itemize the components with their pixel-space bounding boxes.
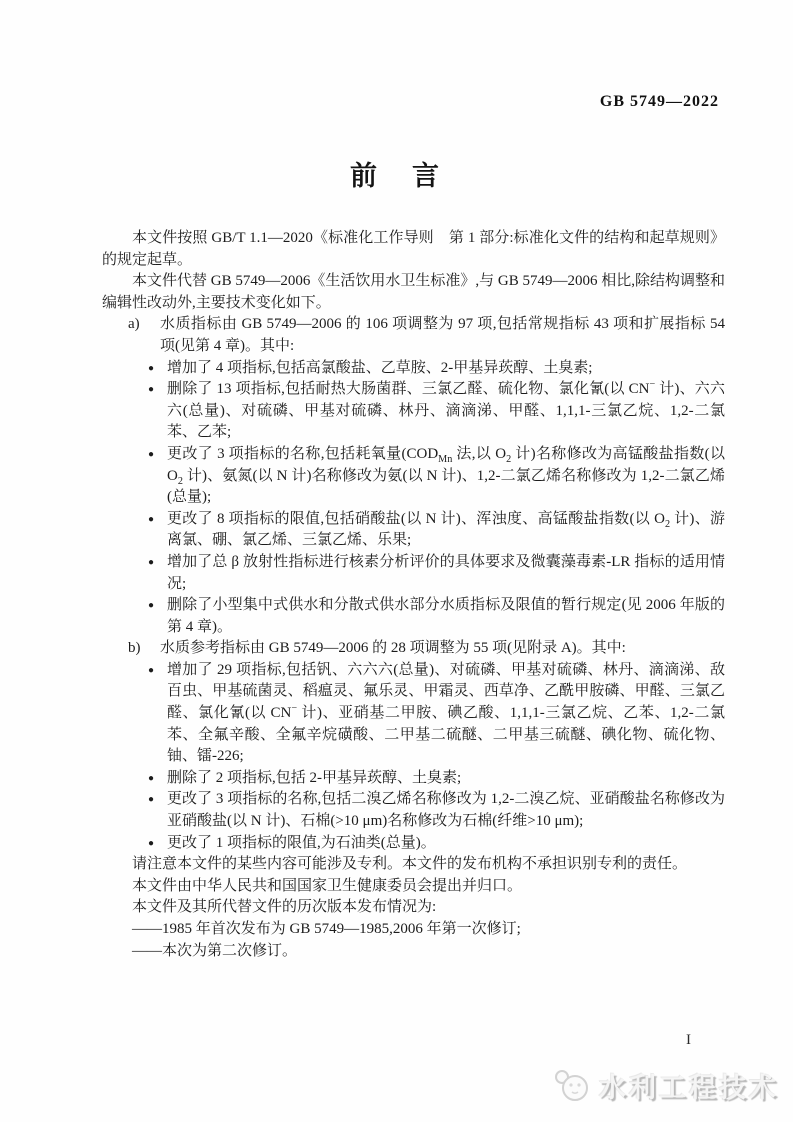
paragraph-replacement: 本文件代替 GB 5749—2006《生活饮用水卫生标准》,与 GB 5749—2006 相比,除结构调整和编辑性改动外,主要技术变化如下。 xyxy=(102,273,725,311)
bullet-item xyxy=(102,552,725,595)
list-lead-b: 水质参考指标由 GB 5749—2006 的 28 项调整为 55 项(见附录 A)。其中: xyxy=(160,640,626,657)
bullet-text: 更改了 1 项指标的限值,为石油类(总量)。 xyxy=(167,834,436,851)
paragraph-drafting-rule: 本文件按照 GB/T 1.1—2020《标准化工作导则 第 1 部分:标准化文件的结构和起草规则》的规定起草。 xyxy=(102,230,725,268)
bullet-icon: ● xyxy=(148,384,155,396)
watermark-logo-icon xyxy=(552,1067,592,1105)
bullet-text: 删除了 2 项指标,包括 2-甲基异莰醇、土臭素; xyxy=(167,769,462,786)
bullet-list-a xyxy=(102,358,725,639)
bullet-text: 更改了 3 项指标的名称,包括耗氧量($COD_{Mn}$ 法,以 $O_2$ 计)名称修改为高锰酸盐指数(以 $O_2$ 计)、氨氮(以 N 计)名称修改为氨(以 N 计)、1,2-二氯乙烯名称修改为 1,2-二氯乙烯(总量); xyxy=(167,445,725,506)
bullet-icon: ● xyxy=(148,772,155,784)
bullet-item xyxy=(102,660,725,768)
list-item-b xyxy=(102,638,725,660)
bullet-icon: ● xyxy=(148,513,155,525)
bullet-item xyxy=(102,358,725,380)
paragraph-patent-notice: 请注意本文件的某些内容可能涉及专利。本文件的发布机构不承担识别专利的责任。 xyxy=(132,856,688,873)
bullet-icon: ● xyxy=(148,664,155,676)
list-label-a: a) xyxy=(128,316,140,333)
bullet-icon: ● xyxy=(148,837,155,849)
bullet-text: 更改了 3 项指标的名称,包括二溴乙烯名称修改为 1,2-二溴乙烷、亚硝酸盐名称修改为亚硝酸盐(以 N 计)、石棉(>10 μm)名称修改为石棉(纤维>10 μm); xyxy=(167,791,725,830)
watermark-text: 水利工程技术 xyxy=(599,1073,779,1103)
history-line-revision: ——本次为第二次修订。 xyxy=(132,942,298,959)
bullet-icon: ● xyxy=(148,362,155,374)
paragraph-history-intro: 本文件及其所代替文件的历次版本发布情况为: xyxy=(132,899,437,916)
paragraph-issuing-body: 本文件由中华人民共和国国家卫生健康委员会提出并归口。 xyxy=(132,877,523,894)
list-label-b: b) xyxy=(128,640,141,657)
bullet-item xyxy=(102,789,725,832)
bullet-icon: ● xyxy=(148,556,155,568)
list-item-a xyxy=(102,314,725,357)
watermark xyxy=(552,1066,779,1105)
bullet-item xyxy=(102,768,725,790)
bullet-icon: ● xyxy=(148,794,155,806)
bullet-text: 删除了小型集中式供水和分散式供水部分水质指标及限值的暂行规定(见 2006 年版的第 4 章)。 xyxy=(167,597,725,635)
standard-code: GB 5749—2022 xyxy=(599,93,719,110)
history-line-first-issue: ——1985 年首次发布为 GB 5749—1985,2006 年第一次修订; xyxy=(132,921,521,937)
foreword-body xyxy=(102,228,725,962)
list-lead-a: 水质指标由 GB 5749—2006 的 106 项调整为 97 项,包括常规指标 43 项和扩展指标 54 项(见第 4 章)。其中: xyxy=(160,316,725,354)
page-number: I xyxy=(686,1032,691,1048)
bullet-text: 增加了 29 项指标,包括钒、六六六(总量)、对硫磷、甲基对硫磷、林丹、滴滴涕、敌百虫、甲基硫菌灵、稻瘟灵、氟乐灵、甲霜灵、西草净、乙酰甲胺磷、甲醛、三氯乙醛、氯化氰(以 CN− 计)、亚硝基二甲胺、碘乙酸、1,1,1-三氯乙烷、乙苯、1,2-二氯苯、全氟辛酸、全氟辛烷磺酸、二甲基二硫醚、二甲基三硫醚、碘化物、硫化物、铀、镭-226; xyxy=(167,661,725,765)
bullet-item xyxy=(102,833,725,855)
bullet-list-b xyxy=(102,660,725,854)
bullet-text: 增加了总 β 放射性指标进行核素分析评价的具体要求及微囊藻毒素-LR 指标的适用情况; xyxy=(167,553,725,592)
bullet-item xyxy=(102,444,725,509)
bullet-item xyxy=(102,509,725,552)
bullet-item xyxy=(102,379,725,444)
bullet-icon: ● xyxy=(148,448,155,460)
bullet-icon: ● xyxy=(148,600,155,612)
bullet-text: 更改了 8 项指标的限值,包括硝酸盐(以 N 计)、浑浊度、高锰酸盐指数(以 $O_2$ 计)、游离氯、硼、氯乙烯、三氯乙烯、乐果; xyxy=(167,510,725,549)
bullet-text: 增加了 4 项指标,包括高氯酸盐、乙草胺、2-甲基异莰醇、土臭素; xyxy=(167,359,593,376)
bullet-text: 删除了 13 项指标,包括耐热大肠菌群、三氯乙醛、硫化物、氯化氰(以 CN− 计)、六六六(总量)、对硫磷、甲基对硫磷、林丹、滴滴涕、甲醛、1,1,1-三氯乙烷、1,2-二氯苯、乙苯; xyxy=(167,379,725,441)
bullet-item xyxy=(102,595,725,638)
page-title: 前 言 xyxy=(350,161,443,191)
